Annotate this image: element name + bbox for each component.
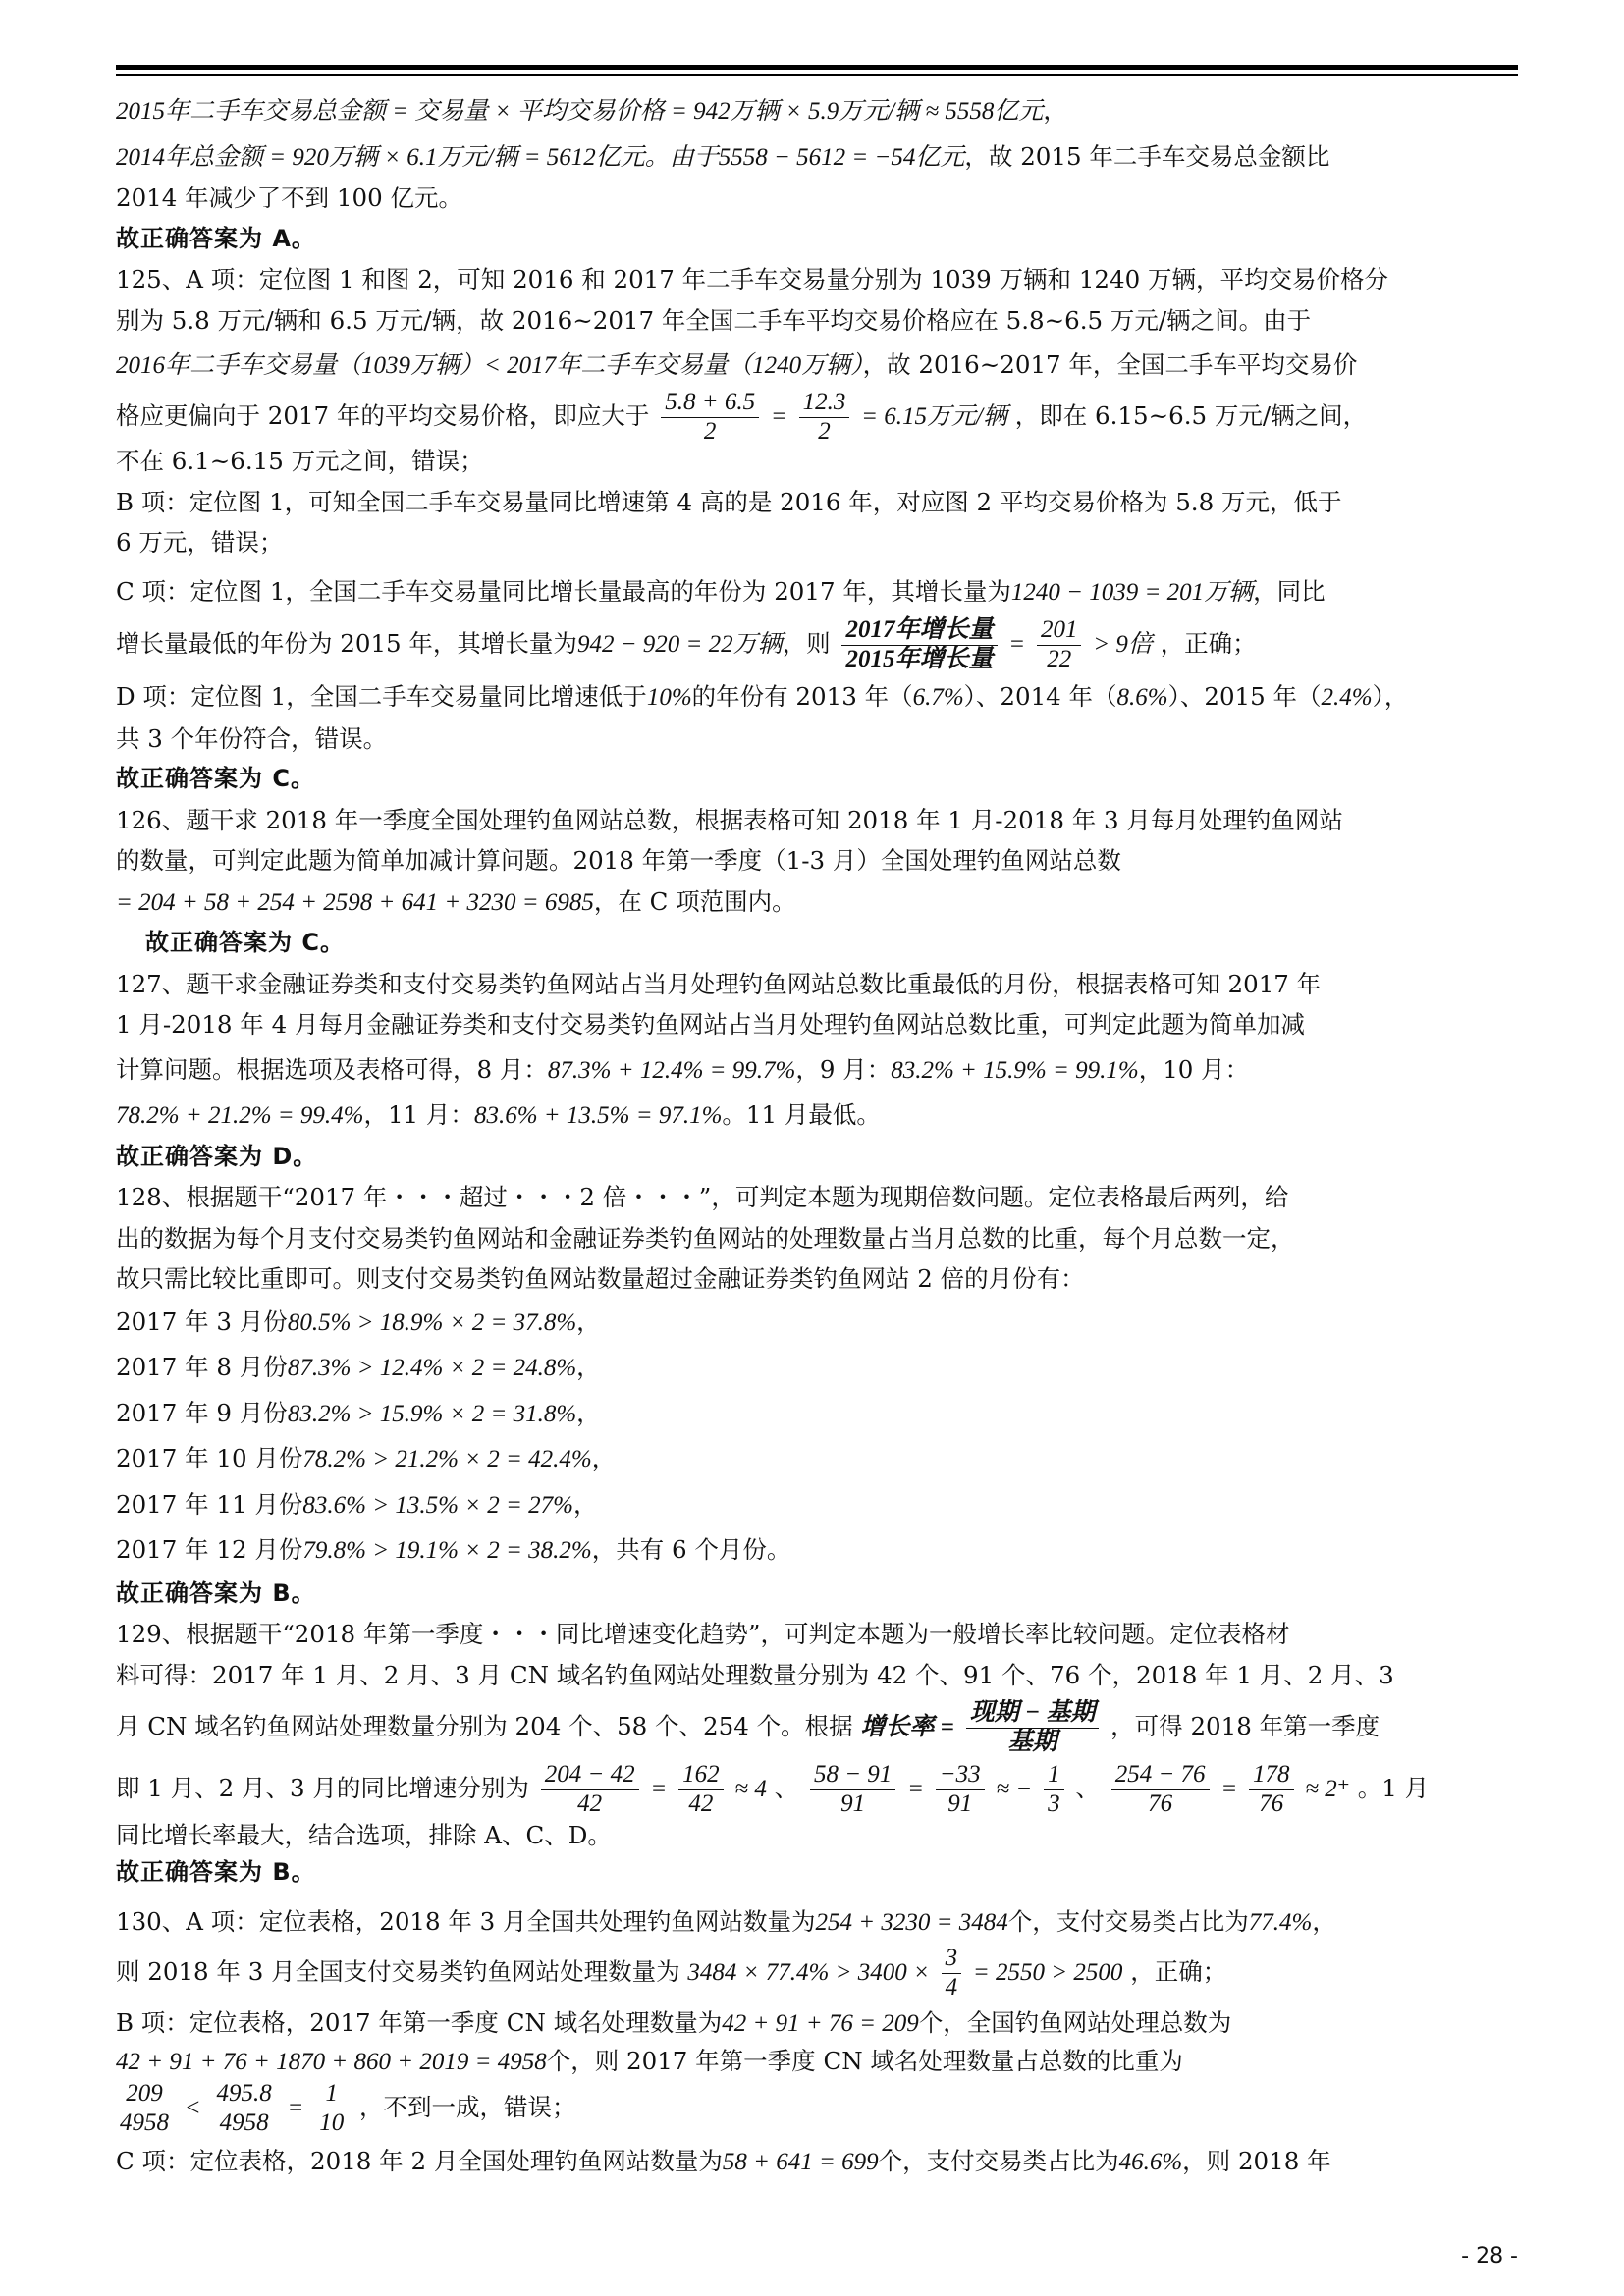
header-rule-thin: [116, 74, 1518, 76]
q128-row: 2017 年 11 月份83.6% > 13.5% × 2 = 27%，: [116, 1489, 598, 1519]
answer-128: 故正确答案为 B。: [116, 1578, 316, 1607]
q125-line-3: 2016年二手车交易量（1039万辆）< 2017年二手车交易量（1240万辆），故 2016~2017 年，全国二手车平均交易价: [116, 350, 1358, 379]
q128-row: 2017 年 10 月份78.2% > 21.2% × 2 = 42.4%，: [116, 1444, 617, 1472]
fraction: $\frac{201}{22}$: [1037, 616, 1082, 674]
q127-line-2: 1 月-2018 年 4 月每月金融证券类和支付交易类钓鱼网站占当月处理钓鱼网站总数比重，可判定此题为简单加减: [116, 1010, 1305, 1039]
fraction: $\frac{204 - 42}{42}$: [541, 1761, 639, 1819]
q125-c-line-2: 增长量最低的年份为 2015 年，其增长量为942 − 920 = 22万辆，则 $\frac{\text{2017年增长量}}{\text{2015年增长量}}$ = $\frac{201}{22}$ > 9倍 ，正确；: [116, 616, 1257, 672]
answer-126: 故正确答案为 C。: [145, 929, 345, 956]
answer-127: 故正确答案为 D。: [116, 1142, 318, 1170]
fraction: $\frac{-33}{91}$: [936, 1761, 985, 1819]
q125-d-line-1: D 项：定位图 1，全国二手车交易量同比增速低于10%的年份有 2013 年（6.7%）、2014 年（8.6%）、2015 年（2.4%），: [116, 682, 1409, 711]
answer-intro: 故正确答案为 A。: [116, 224, 316, 252]
fraction: $\frac{\text{现期 − 基期}}{\text{基期}}$: [966, 1699, 1100, 1757]
fraction: $\frac{58 - 91}{91}$: [810, 1761, 895, 1819]
answer-129: 故正确答案为 B。: [116, 1858, 316, 1886]
q130-b-line-2: 42 + 91 + 76 + 1870 + 860 + 2019 = 4958个，则 2017 年第一季度 CN 域名处理数量占总数的比重为: [116, 2046, 1183, 2075]
q126-line-2: 的数量，可判定此题为简单加减计算问题。2018 年第一季度（1-3 月）全国处理钓鱼网站总数: [116, 846, 1121, 875]
fraction: $\frac{209}{4958}$: [116, 2080, 173, 2138]
q130-c-line-1: C 项：定位表格，2018 年 2 月全国处理钓鱼网站数量为58 + 641 = 699个，支付交易类占比为46.6%，则 2018 年: [116, 2147, 1331, 2176]
fraction: $\frac{5.8 + 6.5}{2}$: [661, 389, 759, 447]
fraction: $\frac{1}{10}$: [315, 2080, 348, 2138]
q129-line-5: 同比增长率最大，结合选项，排除 A、C、D。: [116, 1821, 612, 1849]
q128-line-3: 故只需比较比重即可。则支付交易类钓鱼网站数量超过金融证券类钓鱼网站 2 倍的月份有：: [116, 1264, 1085, 1293]
q130-b-line-3: $\frac{209}{4958}$ < $\frac{495.8}{4958}$ = $\frac{1}{10}$ ，不到一成，错误；: [116, 2079, 1520, 2138]
q127-line-1: 127、题干求金融证券类和支付交易类钓鱼网站占当月处理钓鱼网站总数比重最低的月份，根据表格可知 2017 年: [116, 969, 1322, 998]
q128-row: 2017 年 3 月份80.5% > 18.9% × 2 = 37.8%，: [116, 1307, 601, 1336]
q125-line-1: 125、A 项：定位图 1 和图 2，可知 2016 和 2017 年二手车交易量分别为 1039 万辆和 1240 万辆，平均交易价格分: [116, 265, 1388, 294]
q125-b-line-2: 6 万元，错误；: [116, 528, 284, 557]
fraction: $\frac{178}{76}$: [1249, 1761, 1294, 1819]
q127-line-4: 78.2% + 21.2% = 99.4%，11 月：83.6% + 13.5% = 97.1%。11 月最低。: [116, 1100, 881, 1129]
q128-row: 2017 年 9 月份83.2% > 15.9% × 2 = 31.8%，: [116, 1398, 601, 1427]
q129-line-2: 料可得：2017 年 1 月、2 月、3 月 CN 域名钓鱼网站处理数量分别为 42 个、91 个、76 个，2018 年 1 月、2 月、3: [116, 1660, 1394, 1689]
q128-row: 2017 年 12 月份79.8% > 19.1% × 2 = 38.2%，共有 6 个月份。: [116, 1535, 791, 1564]
q128-row: 2017 年 8 月份87.3% > 12.4% × 2 = 24.8%，: [116, 1353, 601, 1381]
q129-line-3: 月 CN 域名钓鱼网站处理数量分别为 204 个、58 个、254 个。根据 增长率 = $\frac{\text{现期 − 基期}}{\text{基期}}$ ，可得 2018 年第一季度: [116, 1699, 1380, 1755]
fraction: $\frac{12.3}{2}$: [799, 389, 850, 447]
page-number: - 28 -: [1461, 2244, 1518, 2269]
q130-b-line-1: B 项：定位表格，2017 年第一季度 CN 域名处理数量为42 + 91 + 76 = 209个，全国钓鱼网站处理总数为: [116, 2008, 1232, 2037]
q128-line-1: 128、根据题干“2017 年・・・超过・・・2 倍・・・”，可判定本题为现期倍数问题。定位表格最后两列，给: [116, 1183, 1289, 1211]
q126-line-3: = 204 + 58 + 254 + 2598 + 641 + 3230 = 6985，在 C 项范围内。: [116, 886, 796, 916]
q125-line-2: 别为 5.8 万元/辆和 6.5 万元/辆，故 2016~2017 年全国二手车平均交易价格应在 5.8~6.5 万元/辆之间。由于: [116, 305, 1312, 335]
fraction: $\frac{3}{4}$: [942, 1945, 962, 2002]
q126-line-1: 126、题干求 2018 年一季度全国处理钓鱼网站总数，根据表格可知 2018 年 1 月-2018 年 3 月每月处理钓鱼网站: [116, 805, 1343, 834]
fraction: $\frac{\text{2017年增长量}}{\text{2015年增长量}}$: [841, 616, 997, 674]
q129-line-4: 即 1 月、2 月、3 月的同比增速分别为 $\frac{204 - 42}{42}$ = $\frac{162}{42}$ ≈ 4 、 $\frac{58 - 91}{91}$ = $\frac{-33}{91}$ ≈ − $\frac{1}{3}$ 、 $\frac{254 - 76}{76}$ = $\frac{178}{76}$ ≈ 2⁺ 。1 月: [116, 1761, 1430, 1817]
q128-line-2: 出的数据为每个月支付交易类钓鱼网站和金融证券类钓鱼网站的处理数量占当月总数的比重，每个月总数一定，: [116, 1223, 1295, 1253]
intro-line-2: 2014年总金额 = 920万辆 × 6.1万元/辆 = 5612亿元。由于5558 − 5612 = −54亿元，故 2015 年二手车交易总金额比: [116, 141, 1330, 171]
fraction: $\frac{254 - 76}{76}$: [1111, 1761, 1210, 1819]
q125-d-line-2: 共 3 个年份符合，错误。: [116, 723, 388, 753]
q127-line-3: 计算问题。根据选项及表格可得，8 月：87.3% + 12.4% = 99.7%，9 月：83.2% + 15.9% = 99.1%，10 月：: [116, 1054, 1250, 1084]
header-rule-thick: [116, 65, 1518, 70]
q125-b-line-1: B 项：定位图 1，可知全国二手车交易量同比增速第 4 高的是 2016 年，对应图 2 平均交易价格为 5.8 万元，低于: [116, 487, 1342, 516]
intro-line-3: 2014 年减少了不到 100 亿元。: [116, 184, 462, 212]
document-body: [116, 90, 1520, 2183]
q125-c-line-1: C 项：定位图 1，全国二手车交易量同比增长量最高的年份为 2017 年，其增长量为1240 − 1039 = 201万辆，同比: [116, 576, 1326, 606]
q129-line-1: 129、根据题干“2018 年第一季度・・・同比增速变化趋势”，可判定本题为一般增长率比较问题。定位表格材: [116, 1620, 1290, 1648]
q125-line-5: 不在 6.1~6.15 万元之间，错误；: [116, 446, 484, 475]
fraction: $\frac{162}{42}$: [678, 1761, 724, 1819]
q125-line-4: 格应更偏向于 2017 年的平均交易价格，即应大于 $\frac{5.8 + 6.5}{2}$ = $\frac{12.3}{2}$ = 6.15万元/辆 ，即在 6.15~6.5 万元/辆之间，: [116, 388, 1368, 445]
answer-125: 故正确答案为 C。: [116, 765, 315, 792]
intro-line-1: 2015年二手车交易总金额 = 交易量 × 平均交易价格 = 942万辆 × 5.9万元/辆 ≈ 5558亿元，: [116, 96, 1067, 125]
q130-a-line-1: 130、A 项：定位表格，2018 年 3 月全国共处理钓鱼网站数量为254 + 3230 = 3484个，支付交易类占比为77.4%，: [116, 1906, 1336, 1936]
q128-month-list: [116, 1300, 1520, 1574]
q130-a-line-2: 则 2018 年 3 月全国支付交易类钓鱼网站处理数量为 3484 × 77.4% > 3400 × $\frac{3}{4}$ = 2550 > 2500 ，正确；: [116, 1945, 1227, 2001]
fraction: $\frac{1}{3}$: [1044, 1761, 1064, 1819]
fraction: $\frac{495.8}{4958}$: [212, 2080, 275, 2138]
